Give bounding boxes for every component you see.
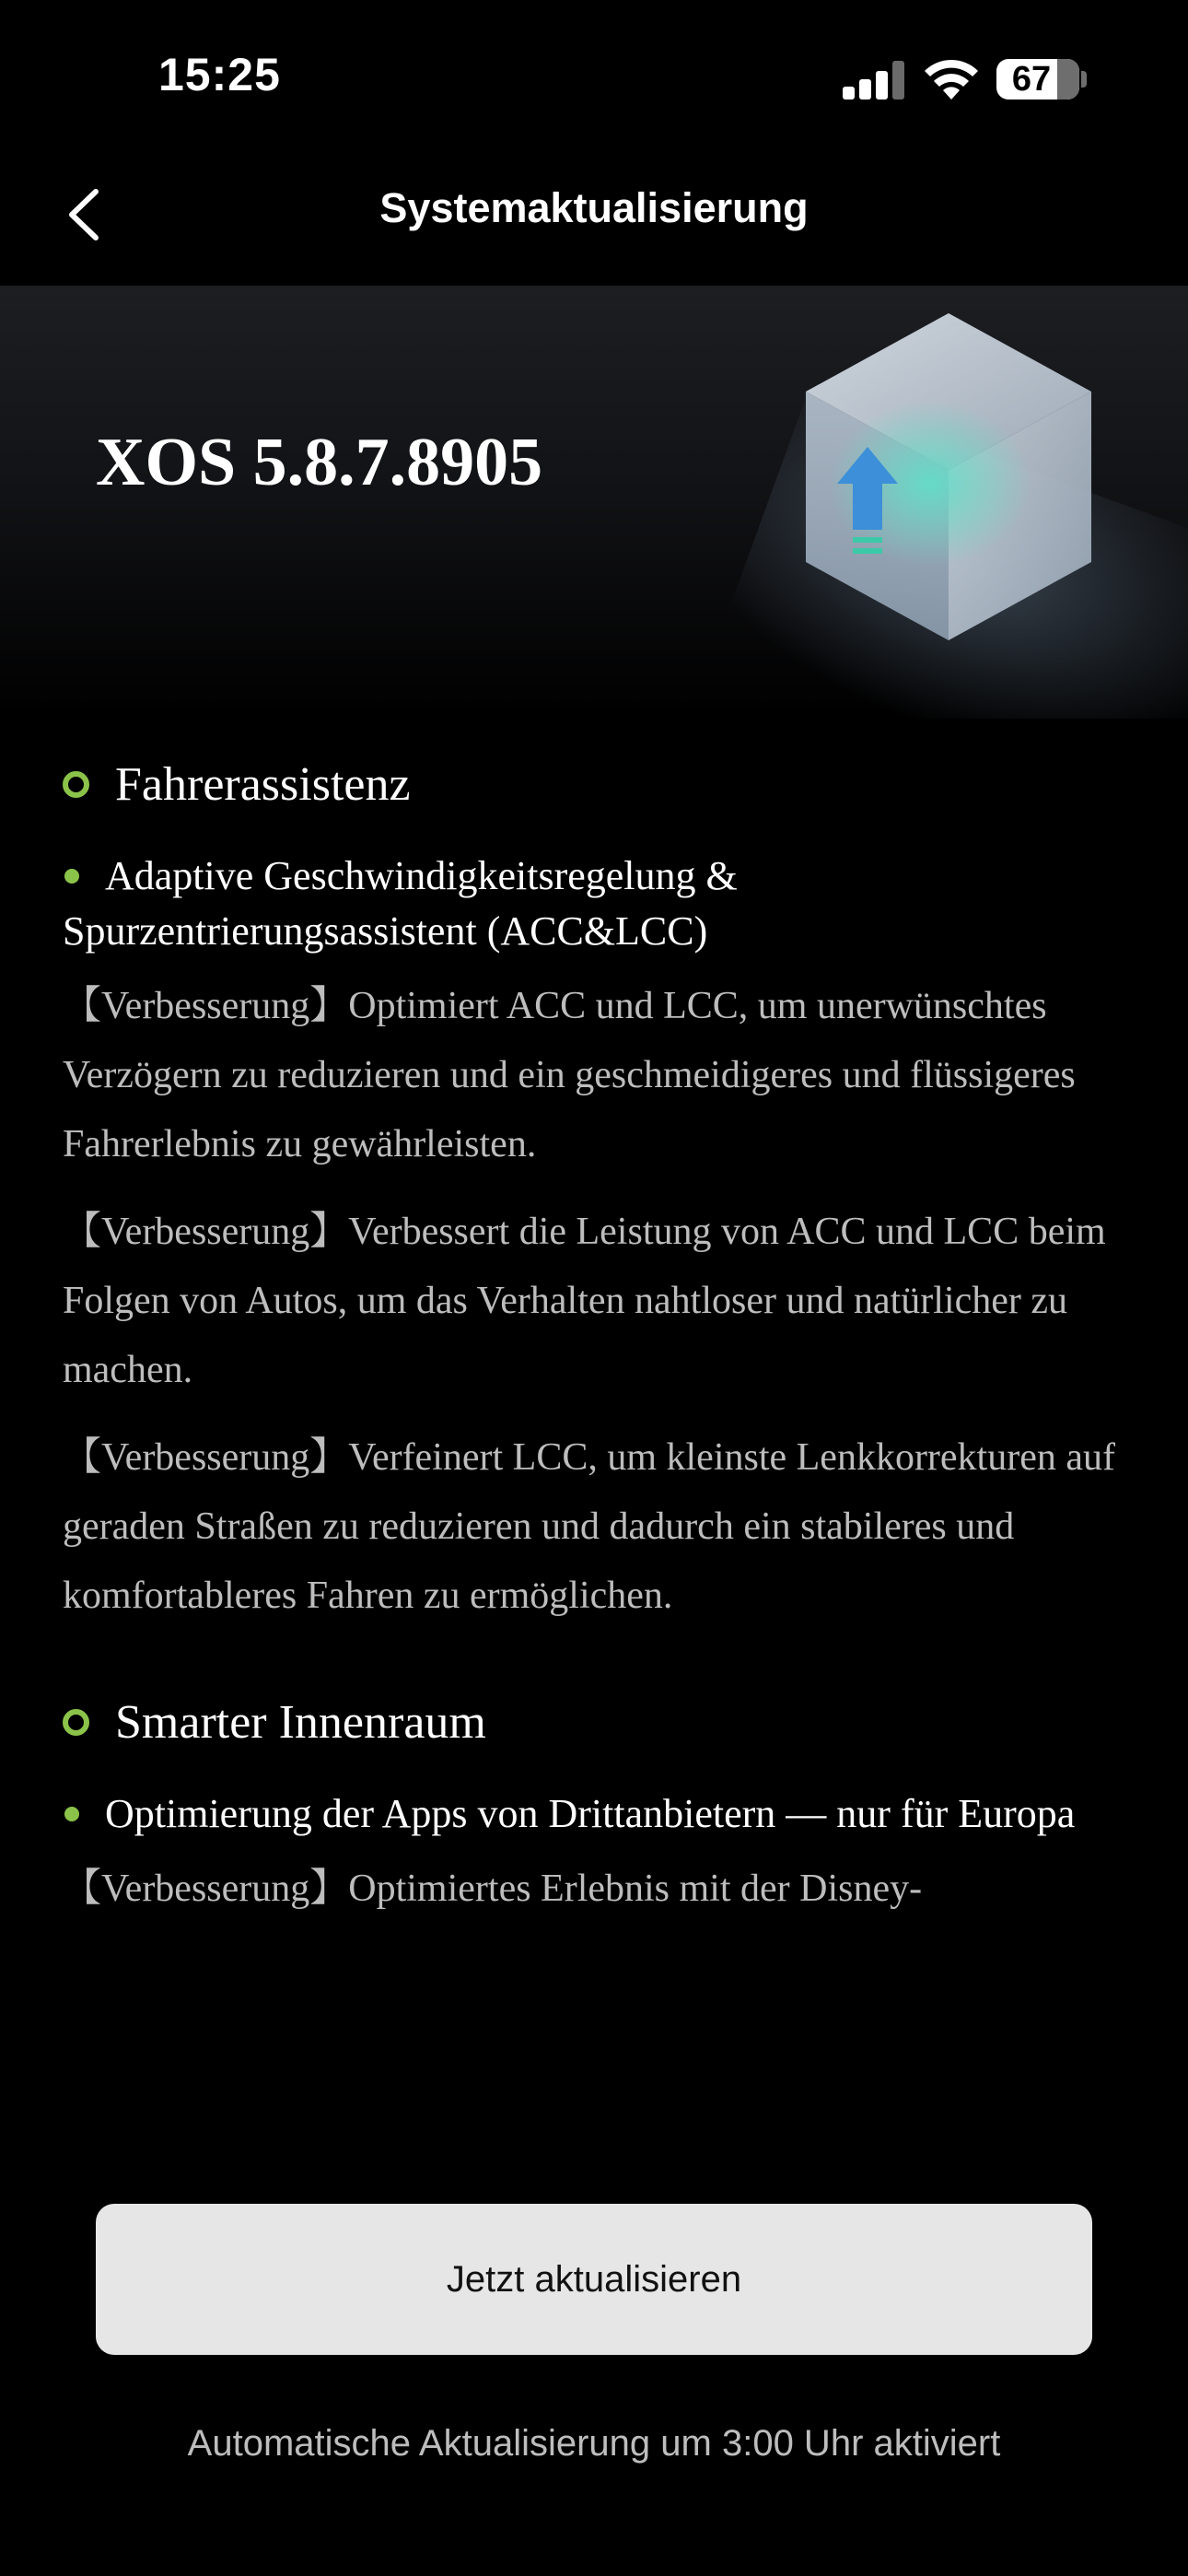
content-fade-overlay	[0, 2073, 1188, 2202]
section-ring-icon	[63, 1709, 89, 1736]
feature-title	[63, 1786, 1122, 1842]
auto-update-note: Automatische Aktualisierung um 3:00 Uhr aktiviert	[187, 2423, 1001, 2464]
cellular-signal-icon	[843, 61, 905, 100]
section-title: Smarter Innenraum	[115, 1696, 486, 1749]
bullet-dot-icon	[64, 1807, 79, 1821]
section-ring-icon	[63, 771, 89, 798]
battery-icon	[996, 59, 1079, 100]
bullet-dot-icon	[64, 869, 79, 884]
release-note-paragraph: 【Verbesserung】Optimiert ACC und LCC, um unerwünschtes Verzögern zu reduzieren und ein geschmeidigeres und flüssigeres Fahrerlebnis zu gewährleisten.	[63, 985, 1076, 1165]
battery-level: 67	[1011, 60, 1052, 99]
update-cube-icon	[792, 299, 1105, 659]
release-note-paragraph: 【Verbesserung】Verfeinert LCC, um kleinste Lenkkorrekturen auf geraden Straßen zu reduzieren und dadurch ein stabileres und komfortableres Fahren zu ermöglichen.	[63, 1436, 1115, 1617]
battery-cap	[1081, 71, 1087, 88]
release-note-paragraph: 【Verbesserung】Optimiertes Erlebnis mit der Disney-	[63, 1868, 923, 1910]
release-note-paragraph: 【Verbesserung】Verbessert die Leistung von ACC und LCC beim Folgen von Autos, um das Verhalten nahtloser und natürlicher zu machen.	[63, 1211, 1106, 1391]
section-heading	[63, 1695, 1122, 1750]
feature-title-text: Adaptive Geschwindigkeitsregelung & Spurzentrierungsassistent (ACC&LCC)	[63, 853, 738, 954]
section-heading	[63, 757, 1122, 812]
release-notes[interactable]	[63, 737, 1122, 2184]
page-title: Systemaktualisierung	[379, 184, 809, 231]
feature-title	[63, 849, 1122, 959]
status-bar	[0, 0, 1188, 157]
navigation-bar	[0, 157, 1188, 286]
wifi-icon	[923, 57, 980, 100]
section-title: Fahrerassistenz	[115, 758, 411, 811]
hero-banner	[0, 286, 1188, 719]
status-time: 15:25	[158, 49, 281, 100]
update-now-button[interactable]: Jetzt aktualisieren	[96, 2204, 1092, 2355]
feature-title-text: Optimierung der Apps von Drittanbietern — nur für Europa	[105, 1791, 1076, 1836]
version-label: XOS 5.8.7.8905	[96, 425, 543, 500]
